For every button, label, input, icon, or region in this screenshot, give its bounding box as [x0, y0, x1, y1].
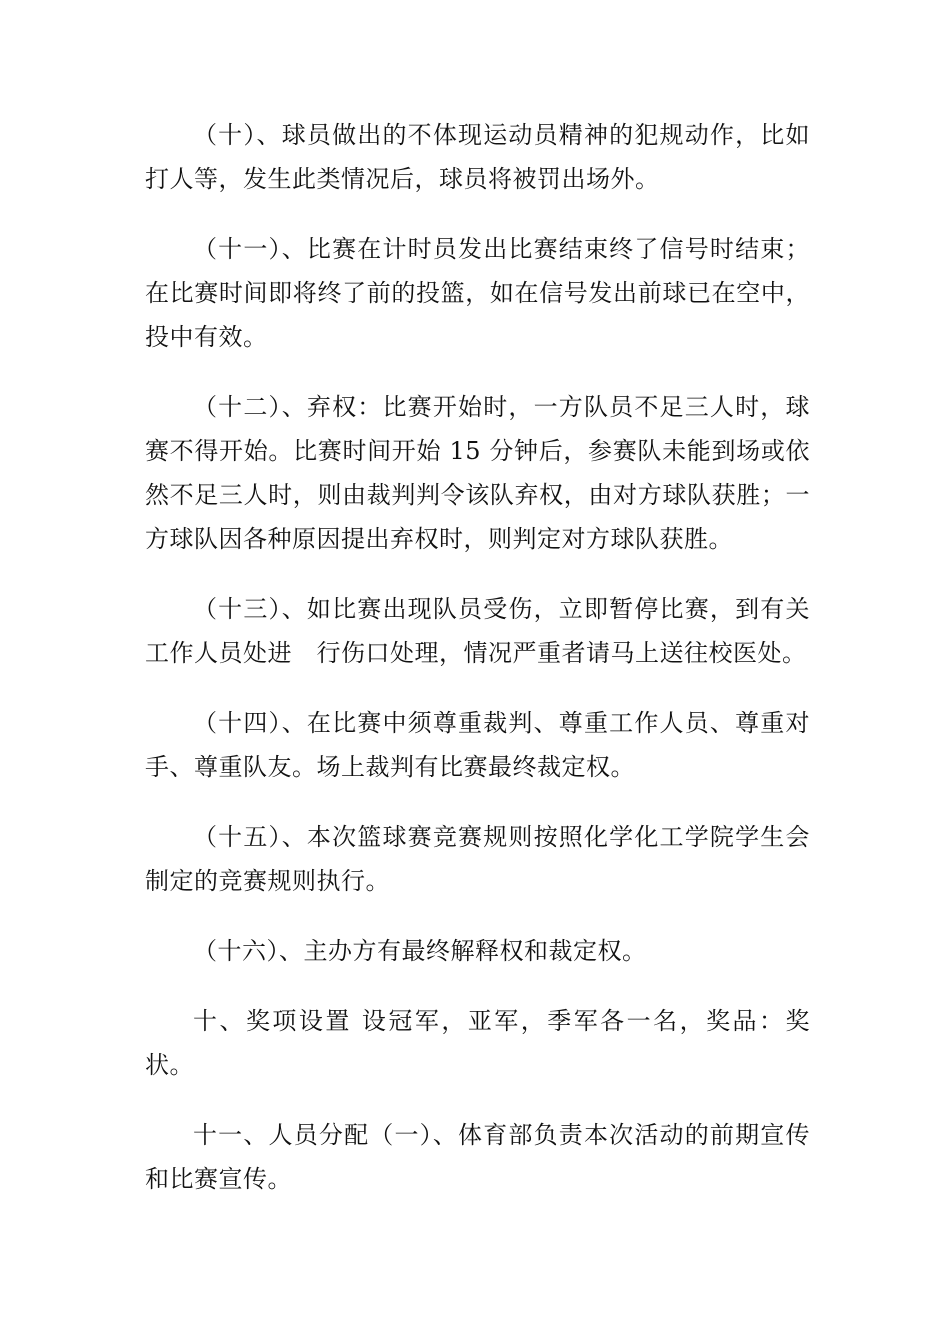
- document-body: [145, 113, 810, 1227]
- paragraph-staff-allocation: 十一、人员分配（一）、体育部负责本次活动的前期宣传和比赛宣传。: [145, 1121, 810, 1193]
- paragraph-rule-13: （十三）、如比赛出现队员受伤，立即暂停比赛，到有关工作人员处进 行伤口处理，情况严重者请马上送往校医处。: [145, 595, 810, 667]
- paragraph-rule-15: （十五）、本次篮球赛竞赛规则按照化学化工学院学生会制定的竞赛规则执行。: [145, 823, 810, 895]
- paragraph-awards: 十、奖项设置 设冠军，亚军，季军各一名，奖品：奖状。: [145, 1007, 810, 1079]
- paragraph-rule-12: （十二）、弃权：比赛开始时，一方队员不足三人时，球赛不得开始。比赛时间开始 15 分钟后，参赛队未能到场或依然不足三人时，则由裁判判令该队弃权，由对方球队获胜；一方球队因各种原因提出弃权时，则判定对方球队获胜。: [145, 393, 810, 553]
- paragraph-rule-11: （十一）、比赛在计时员发出比赛结束终了信号时结束；在比赛时间即将终了前的投篮，如在信号发出前球已在空中，投中有效。: [145, 235, 810, 351]
- paragraph-rule-16: （十六）、主办方有最终解释权和裁定权。: [193, 937, 647, 965]
- paragraph-rule-14: （十四）、在比赛中须尊重裁判、尊重工作人员、尊重对手、尊重队友。场上裁判有比赛最终裁定权。: [145, 709, 810, 781]
- paragraph-rule-10: （十）、球员做出的不体现运动员精神的犯规动作，比如打人等，发生此类情况后，球员将被罚出场外。: [145, 121, 810, 193]
